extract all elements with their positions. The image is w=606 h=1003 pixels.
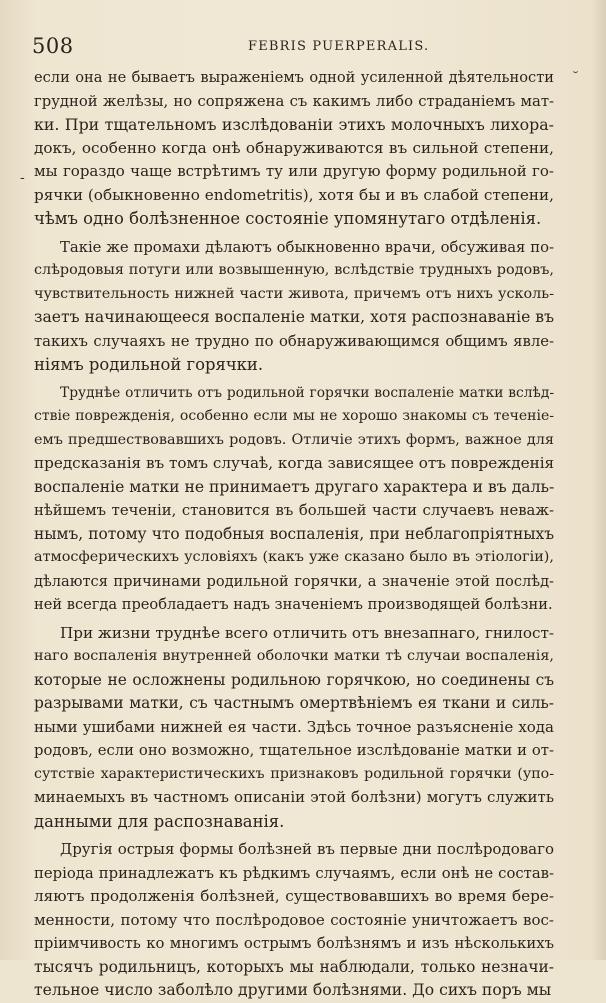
- text-line: рячки (обыкновенно endometritis), хотя бы и въ слабой степени,: [34, 185, 554, 204]
- text-line: тысячъ родильницъ, которыхъ мы наблюдали, только незначи-: [34, 957, 554, 976]
- text-line: заетъ начинающееся воспаленіе матки, хотя распознаваніе въ: [34, 308, 555, 326]
- text-line: мы гораздо чаще встрѣтимъ ту или другую форму родильной го-: [34, 162, 554, 180]
- text-line: предсказанія въ томъ случаѣ, когда зависящее отъ поврежденія: [34, 454, 555, 472]
- text-line: ными ушибами нижней ея части. Здѣсь точное разъясненіе хода: [34, 717, 554, 736]
- text-line: если она не бываетъ выраженіемъ одной усиленной дѣятельности: [34, 69, 554, 86]
- paragraph: [34, 236, 554, 377]
- text-line: Такіе же промахи дѣлаютъ обыкновенно врачи, обсуживая по-: [60, 238, 554, 256]
- paragraph: [34, 66, 554, 231]
- paragraph: [34, 838, 554, 1003]
- text-line: емъ предшествовавшихъ родовъ. Отличіе этихъ формъ, важное для: [34, 431, 554, 448]
- text-line: такихъ случаяхъ не трудно по обнаруживающимся общимъ явле-: [34, 332, 554, 350]
- text-line: сутствіе характеристическихъ признаковъ родильной горячки (упо-: [34, 765, 554, 782]
- text-line: которые не осложнены родильною горячкою, но соединены съ: [34, 670, 554, 689]
- paragraph: [34, 622, 554, 834]
- text-line: періода принадлежатъ къ рѣдкимъ случаямъ, если онѣ не состав-: [34, 864, 554, 882]
- text-line: чѣмъ одно болѣзненное состояніе упомянутаго отдѣленія.: [34, 209, 542, 228]
- text-line: дѣлаются причинами родильной горячки, а значеніе этой послѣд-: [34, 572, 554, 590]
- text-line: менности, потому что послѣродовое состояніе уничтожаетъ вос-: [34, 910, 554, 929]
- text-line: минаемыхъ въ частномъ описаніи этой болѣзни) могутъ служить: [34, 788, 554, 806]
- text-line: ней всегда преобладаетъ надъ значеніемъ производящей болѣзни.: [34, 596, 553, 613]
- text-line: разрывами матки, съ частнымъ омертвѣніемъ ея ткани и силь-: [34, 694, 554, 712]
- text-line: данными для распознаванія.: [34, 811, 285, 831]
- text-line: Труднѣе отличить отъ родильной горячки воспаленіе матки вслѣд-: [60, 384, 554, 401]
- text-line: пріимчивость ко многимъ острымъ болѣзнямъ и изъ нѣсколькихъ: [34, 935, 554, 952]
- text-line: нымъ, потому что подобныя воспаленія, при неблагопріятныхъ: [34, 524, 554, 543]
- text-line: родовъ, если оно возможно, тщательное изслѣдованіе матки и от-: [34, 742, 554, 759]
- text-line: грудной желѣзы, но сопряжена съ какимъ либо страданіемъ мат-: [34, 92, 554, 110]
- text-line: атмосферическихъ условіяхъ (какъ уже сказано было въ этіологіи),: [34, 549, 554, 565]
- text-line: При жизни труднѣе всего отличить отъ внезапнаго, гнилост-: [60, 623, 554, 642]
- text-line: слѣродовыя потуги или возвышенную, вслѣдствіе трудныхъ родовъ,: [34, 262, 554, 278]
- body-text: [34, 66, 554, 1003]
- margin-mark: ˘: [572, 70, 579, 86]
- page-edge-shadow: [592, 0, 606, 960]
- text-line: ніямъ родильной горячки.: [34, 355, 264, 374]
- running-title: FEBRIS PUERPERALIS.: [248, 39, 430, 54]
- page-number: 508: [32, 34, 74, 58]
- text-line: тельное число заболѣло другими болѣзнями. До сихъ поръ мы: [34, 981, 552, 999]
- text-line: ки. При тщательномъ изслѣдованіи этихъ молочныхъ лихора-: [34, 115, 554, 134]
- text-line: докъ, особенно когда онѣ обнаруживаются въ сильной степени,: [34, 138, 554, 157]
- page-header: [32, 34, 552, 58]
- text-line: ствіе поврежденія, особенно если мы не хорошо знакомы съ теченіе-: [34, 408, 554, 424]
- text-line: Другія острыя формы болѣзней въ первые дни послѣродоваго: [60, 840, 554, 858]
- text-line: чувствительность нижней части живота, причемъ отъ нихъ усколь-: [34, 285, 554, 302]
- text-line: наго воспаленія внутренней оболочки матки тѣ случаи воспаленія,: [34, 648, 554, 664]
- text-line: нѣйшемъ теченіи, становится въ большей части случаевъ неваж-: [34, 502, 554, 519]
- paragraph: [34, 382, 554, 617]
- margin-mark: -: [20, 170, 25, 186]
- text-line: ляютъ продолженія болѣзней, существовавшихъ во время бере-: [34, 887, 554, 905]
- text-line: воспаленіе матки не принимаетъ другаго характера и въ даль-: [34, 477, 555, 496]
